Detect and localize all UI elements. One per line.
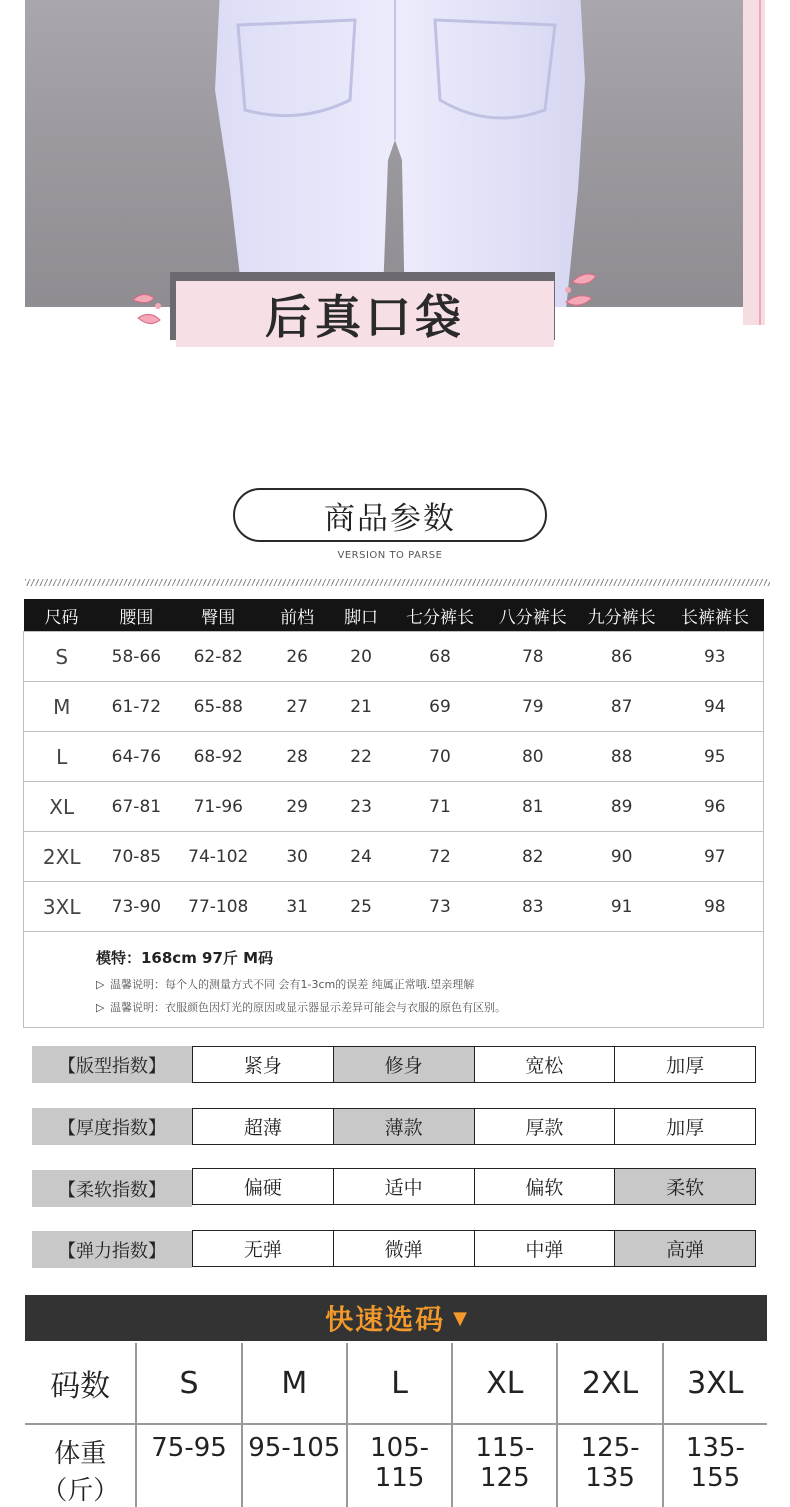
- triangle-icon: ▷: [96, 978, 105, 991]
- triangle-icon: ▷: [96, 1001, 105, 1014]
- note-line: [96, 976, 474, 992]
- size-cell: L: [24, 732, 100, 782]
- table-cell: 87: [577, 682, 667, 732]
- table-row: [24, 732, 764, 782]
- table-row: [24, 882, 764, 932]
- table-cell: 67-81: [99, 782, 173, 832]
- decorative-pink-strip: [743, 0, 765, 325]
- thickness-option: 加厚: [614, 1109, 755, 1144]
- size-table-header: [24, 599, 764, 632]
- thickness-index-label: 【厚度指数】: [32, 1108, 192, 1145]
- hatched-divider: [25, 579, 770, 586]
- table-cell: 94: [667, 682, 764, 732]
- elasticity-option: 无弹: [243, 1239, 282, 1261]
- quick-weight-cell: 105-115: [347, 1424, 452, 1507]
- table-cell: 93: [667, 632, 764, 682]
- quick-size-row: [25, 1343, 767, 1424]
- table-row: [24, 682, 764, 732]
- size-cell: M: [24, 682, 100, 732]
- quick-size-table: [25, 1343, 767, 1507]
- table-cell: 95: [667, 732, 764, 782]
- table-cell: 90: [577, 832, 667, 882]
- table-cell: 70-85: [99, 832, 173, 882]
- product-photo: [25, 0, 743, 307]
- table-cell: 88: [577, 732, 667, 782]
- softness-index-label: 【柔软指数】: [32, 1170, 192, 1207]
- quick-size-cell: L: [347, 1343, 452, 1424]
- thickness-index-options: [192, 1108, 756, 1145]
- size-notes: [23, 931, 764, 1028]
- quick-weight-row: [25, 1424, 767, 1507]
- feature-banner: [176, 281, 554, 347]
- splash-left-icon: [128, 288, 168, 333]
- banner-title: 后真口袋: [265, 290, 465, 344]
- table-cell: 73: [391, 882, 489, 932]
- elasticity-index-options: [192, 1230, 756, 1267]
- quick-size-cell: S: [136, 1343, 241, 1424]
- fit-index-options: [192, 1046, 756, 1083]
- table-cell: 62-82: [173, 632, 263, 682]
- caret-down-icon: ▼: [453, 1307, 467, 1329]
- table-cell: 83: [489, 882, 577, 932]
- table-cell: 71: [391, 782, 489, 832]
- table-cell: 81: [489, 782, 577, 832]
- quick-size-cell: 码数: [25, 1343, 136, 1424]
- quick-weight-cell: 体重（斤）: [41, 1439, 120, 1506]
- quick-size-cell: 3XL: [663, 1343, 767, 1424]
- table-cell: 25: [331, 882, 391, 932]
- note-text: 温馨说明：每个人的测量方式不同 会有1-3cm的误差 纯属正常哦.望亲理解: [110, 978, 475, 991]
- table-cell: 20: [331, 632, 391, 682]
- table-cell: 80: [489, 732, 577, 782]
- table-cell: 65-88: [173, 682, 263, 732]
- fit-index-label: 【版型指数】: [32, 1046, 192, 1083]
- softness-option-selected: 柔软: [614, 1169, 755, 1204]
- table-cell: 72: [391, 832, 489, 882]
- pants-back-illustration: [190, 0, 600, 307]
- table-cell: 71-96: [173, 782, 263, 832]
- table-cell: 31: [263, 882, 331, 932]
- header-cell: 尺码: [24, 599, 100, 632]
- quick-size-cell: XL: [452, 1343, 557, 1424]
- table-cell: 22: [331, 732, 391, 782]
- table-cell: 82: [489, 832, 577, 882]
- thickness-option: 超薄: [243, 1117, 282, 1139]
- softness-option: 适中: [333, 1169, 474, 1204]
- table-cell: 77-108: [173, 882, 263, 932]
- model-info: 模特：168cm 97斤 M码: [96, 949, 274, 967]
- size-cell: S: [24, 632, 100, 682]
- table-cell: 70: [391, 732, 489, 782]
- header-cell: 九分裤长: [577, 599, 667, 632]
- header-cell: 长裤裤长: [667, 599, 764, 632]
- fit-option: 紧身: [243, 1055, 282, 1077]
- header-cell: 臀围: [173, 599, 263, 632]
- elasticity-option: 中弹: [474, 1231, 615, 1266]
- softness-option: 偏硬: [243, 1177, 282, 1199]
- table-cell: 74-102: [173, 832, 263, 882]
- table-cell: 73-90: [99, 882, 173, 932]
- header-cell: 八分裤长: [489, 599, 577, 632]
- fit-option: 宽松: [474, 1047, 615, 1082]
- table-cell: 68: [391, 632, 489, 682]
- table-cell: 69: [391, 682, 489, 732]
- size-cell: 3XL: [24, 882, 100, 932]
- quick-weight-cell: 95-105: [242, 1424, 347, 1507]
- thickness-option: 厚款: [474, 1109, 615, 1144]
- table-cell: 96: [667, 782, 764, 832]
- table-cell: 27: [263, 682, 331, 732]
- fit-option-selected: 修身: [333, 1047, 474, 1082]
- table-cell: 64-76: [99, 732, 173, 782]
- note-text: 温馨说明：衣服颜色因灯光的原因或显示器显示差异可能会与衣服的原色有区别。: [110, 1001, 506, 1014]
- elasticity-option: 微弹: [333, 1231, 474, 1266]
- table-cell: 78: [489, 632, 577, 682]
- quick-weight-cell: 115-125: [452, 1424, 557, 1507]
- elasticity-index-label: 【弹力指数】: [32, 1231, 192, 1268]
- table-row: [24, 632, 764, 682]
- table-cell: 98: [667, 882, 764, 932]
- section-subtitle: VERSION TO PARSE: [337, 550, 443, 561]
- header-cell: 腰围: [99, 599, 173, 632]
- quick-size-cell: M: [242, 1343, 347, 1424]
- quick-size-header: [25, 1295, 767, 1341]
- thickness-option-selected: 薄款: [333, 1109, 474, 1144]
- header-cell: 前档: [263, 599, 331, 632]
- size-table: [23, 599, 764, 931]
- table-cell: 30: [263, 832, 331, 882]
- table-cell: 28: [263, 732, 331, 782]
- elasticity-option-selected: 高弹: [614, 1231, 755, 1266]
- quick-weight-cell: 75-95: [136, 1424, 241, 1507]
- table-cell: 24: [331, 832, 391, 882]
- table-cell: 89: [577, 782, 667, 832]
- quick-size-cell: 2XL: [557, 1343, 662, 1424]
- softness-option: 偏软: [474, 1169, 615, 1204]
- table-cell: 68-92: [173, 732, 263, 782]
- table-cell: 91: [577, 882, 667, 932]
- table-row: [24, 782, 764, 832]
- fit-option: 加厚: [614, 1047, 755, 1082]
- table-cell: 97: [667, 832, 764, 882]
- table-cell: 79: [489, 682, 577, 732]
- section-title: 商品参数: [233, 488, 547, 542]
- table-cell: 61-72: [99, 682, 173, 732]
- size-cell: 2XL: [24, 832, 100, 882]
- quick-size-title: 快速选码: [325, 1303, 446, 1336]
- quick-weight-cell: 125-135: [557, 1424, 662, 1507]
- table-cell: 86: [577, 632, 667, 682]
- header-cell: 七分裤长: [391, 599, 489, 632]
- table-cell: 26: [263, 632, 331, 682]
- splash-right-icon: [562, 268, 604, 313]
- note-line: [96, 999, 506, 1015]
- header-cell: 脚口: [331, 599, 391, 632]
- table-cell: 23: [331, 782, 391, 832]
- table-cell: 29: [263, 782, 331, 832]
- quick-weight-cell: 135-155: [663, 1424, 767, 1507]
- size-cell: XL: [24, 782, 100, 832]
- table-cell: 21: [331, 682, 391, 732]
- softness-index-options: [192, 1168, 756, 1205]
- table-row: [24, 832, 764, 882]
- table-cell: 58-66: [99, 632, 173, 682]
